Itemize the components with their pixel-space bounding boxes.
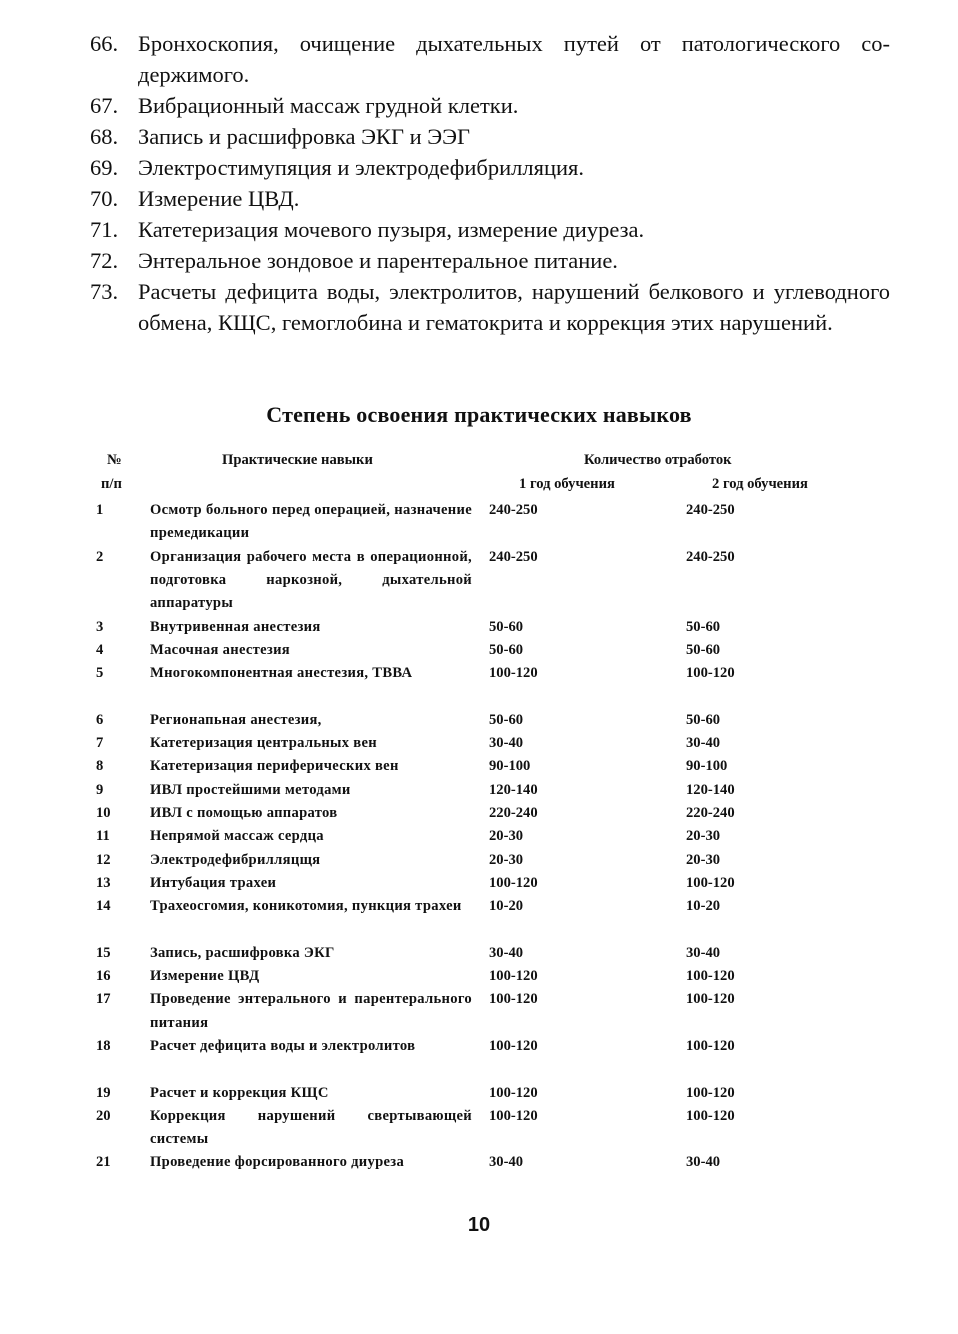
row-skill: ИВЛ с помощью аппаратов bbox=[150, 804, 338, 821]
row-year2-count: 30-40 bbox=[686, 944, 721, 961]
row-year2-count: 240-250 bbox=[686, 502, 735, 518]
row-number: 20 bbox=[96, 1107, 111, 1124]
row-skill: Катетеризация периферических вен bbox=[150, 758, 399, 775]
table-subheader-row bbox=[0, 476, 958, 500]
row-year1-count: 240-250 bbox=[489, 548, 538, 565]
row-year2-count: 20-30 bbox=[686, 851, 721, 868]
table-header-row bbox=[0, 452, 958, 476]
row-year2-count: 20-30 bbox=[686, 828, 721, 845]
row-year1-count: 100-120 bbox=[489, 991, 538, 1008]
row-number: 17 bbox=[96, 991, 111, 1008]
row-number: 12 bbox=[96, 851, 111, 868]
list-item-text: Энтеральное зондовое и парентеральное питание. bbox=[138, 248, 618, 273]
row-year1-count: 50-60 bbox=[489, 641, 524, 658]
row-year1-count: 50-60 bbox=[489, 711, 524, 728]
row-skill: Внутривенная анестезия bbox=[150, 618, 321, 635]
row-skill: Коррекция нарушений свертывающей системы bbox=[150, 1107, 472, 1148]
row-year2-count: 100-120 bbox=[686, 1037, 735, 1054]
row-year2-count: 100-120 bbox=[686, 1084, 735, 1101]
row-skill: Многокомпонентная анестезия, ТВВА bbox=[150, 665, 413, 682]
row-year1-count: 10-20 bbox=[489, 898, 524, 915]
row-year2-count: 50-60 bbox=[686, 618, 721, 635]
row-year1-count: 90-100 bbox=[489, 758, 531, 775]
row-year1-count: 20-30 bbox=[489, 828, 524, 845]
row-year2-count: 100-120 bbox=[686, 991, 735, 1008]
row-year2-count: 220-240 bbox=[686, 804, 735, 821]
row-number: 5 bbox=[96, 665, 104, 682]
row-year2-count: 100-120 bbox=[686, 968, 735, 984]
section-title: Степень освоения практических навыков bbox=[266, 402, 692, 427]
row-skill: Непрямой массаж сердца bbox=[150, 828, 324, 845]
row-year1-count: 220-240 bbox=[489, 804, 538, 821]
row-year1-count: 100-120 bbox=[489, 1037, 538, 1054]
row-year2-count: 50-60 bbox=[686, 641, 721, 658]
row-year1-count: 100-120 bbox=[489, 968, 538, 984]
row-number: 10 bbox=[96, 804, 111, 821]
list-item bbox=[90, 276, 890, 338]
row-year1-count: 240-250 bbox=[489, 502, 538, 518]
row-year2-count: 30-40 bbox=[686, 735, 721, 751]
row-number: 2 bbox=[96, 548, 104, 565]
list-item-number: 66. bbox=[90, 31, 119, 56]
list-item-text: Запись и расшифровка ЭКГ и ЭЭГ bbox=[138, 124, 470, 149]
row-skill: Организация рабочего места в операционной, подготовка наркозной, дыхательной аппаратуры bbox=[150, 548, 472, 612]
header-year1: 1 год обучения bbox=[519, 476, 615, 492]
page-number: 10 bbox=[467, 1214, 491, 1236]
row-year2-count: 240-250 bbox=[686, 548, 735, 565]
row-year1-count: 120-140 bbox=[489, 781, 538, 798]
row-skill: Измерение ЦВД bbox=[150, 968, 260, 984]
list-item bbox=[90, 121, 890, 152]
header-year2: 2 год обучения bbox=[712, 476, 808, 492]
row-year2-count: 10-20 bbox=[686, 898, 721, 915]
row-number: 6 bbox=[96, 711, 104, 728]
row-skill: Проведение энтерального и парентерального питания bbox=[150, 991, 472, 1031]
list-item-text: Катетеризация мочевого пузыря, измерение диуреза. bbox=[138, 217, 645, 242]
row-skill: Регионапьная анестезия, bbox=[150, 711, 322, 728]
row-year2-count: 30-40 bbox=[686, 1154, 721, 1171]
row-year1-count: 20-30 bbox=[489, 851, 524, 868]
list-item-number: 71. bbox=[90, 217, 119, 242]
list-item bbox=[90, 214, 890, 245]
row-number: 14 bbox=[96, 898, 111, 915]
row-year1-count: 100-120 bbox=[489, 665, 538, 682]
row-skill: Осмотр больного перед операцией, назначение премедикации bbox=[150, 502, 472, 542]
row-year2-count: 120-140 bbox=[686, 781, 735, 798]
row-skill: Расчет дефицита воды и электролитов bbox=[150, 1037, 416, 1054]
list-item bbox=[90, 28, 890, 90]
list-item-text: Вибрационный массаж грудной клетки. bbox=[138, 93, 519, 118]
row-year2-count: 90-100 bbox=[686, 758, 728, 775]
header-num: № bbox=[107, 452, 122, 468]
list-item bbox=[90, 245, 890, 276]
list-item-text: Бронхоскопия, очищение дыхательных путей от патологического содержимого. bbox=[138, 31, 890, 87]
header-skill: Практические навыки bbox=[222, 452, 373, 468]
row-year2-count: 100-120 bbox=[686, 665, 735, 682]
row-skill: Электродефибрилляцщя bbox=[150, 851, 321, 868]
row-year1-count: 100-120 bbox=[489, 1107, 538, 1124]
row-year1-count: 50-60 bbox=[489, 618, 524, 635]
row-number: 9 bbox=[96, 781, 104, 798]
list-item-number: 67. bbox=[90, 93, 119, 118]
list-item-text: Электростимупяция и электродефибрилляция. bbox=[138, 155, 585, 180]
row-skill: ИВЛ простейшими методами bbox=[150, 781, 351, 798]
row-skill: Трахеосгомия, коникотомия, пункция трахеи bbox=[150, 898, 462, 915]
list-item-number: 68. bbox=[90, 124, 119, 149]
row-number: 15 bbox=[96, 944, 111, 961]
list-item-number: 69. bbox=[90, 155, 119, 180]
row-skill: Проведение форсированного диуреза bbox=[150, 1154, 405, 1171]
row-number: 11 bbox=[96, 828, 110, 845]
list-item bbox=[90, 152, 890, 183]
row-number: 4 bbox=[96, 641, 104, 658]
header-count: Количество отработок bbox=[584, 452, 732, 468]
list-item-number: 70. bbox=[90, 186, 119, 211]
row-skill: Катетеризация центральных вен bbox=[150, 735, 377, 751]
row-year2-count: 50-60 bbox=[686, 711, 721, 728]
row-year1-count: 30-40 bbox=[489, 1154, 524, 1171]
row-number: 1 bbox=[96, 502, 104, 518]
row-skill: Расчет и коррекция КЩС bbox=[150, 1084, 329, 1101]
row-number: 19 bbox=[96, 1084, 111, 1101]
row-skill: Запись, расшифровка ЭКГ bbox=[150, 944, 335, 961]
row-year1-count: 100-120 bbox=[489, 874, 538, 891]
header-num-2: п/п bbox=[101, 476, 122, 492]
row-year1-count: 30-40 bbox=[489, 735, 524, 751]
row-number: 18 bbox=[96, 1037, 111, 1054]
row-number: 13 bbox=[96, 874, 111, 891]
row-year2-count: 100-120 bbox=[686, 1107, 735, 1124]
row-year2-count: 100-120 bbox=[686, 874, 735, 891]
list-item bbox=[90, 183, 890, 214]
row-skill: Масочная анестезия bbox=[150, 641, 290, 658]
list-item-number: 72. bbox=[90, 248, 119, 273]
row-number: 7 bbox=[96, 735, 104, 751]
row-year1-count: 30-40 bbox=[489, 944, 524, 961]
list-item-number: 73. bbox=[90, 279, 119, 304]
row-number: 8 bbox=[96, 758, 104, 775]
row-number: 21 bbox=[96, 1154, 111, 1171]
row-skill: Интубация трахеи bbox=[150, 874, 277, 891]
list-item bbox=[90, 90, 890, 121]
row-year1-count: 100-120 bbox=[489, 1084, 538, 1101]
row-number: 3 bbox=[96, 618, 104, 635]
skills-list bbox=[90, 28, 890, 338]
row-number: 16 bbox=[96, 968, 111, 984]
list-item-text: Расчеты дефицита воды, электролитов, нарушений белкового и углеводного обмена, КЩС, гемоглобина и гематокрита и коррекция этих нарушений. bbox=[138, 279, 890, 335]
list-item-text: Измерение ЦВД. bbox=[138, 186, 300, 211]
